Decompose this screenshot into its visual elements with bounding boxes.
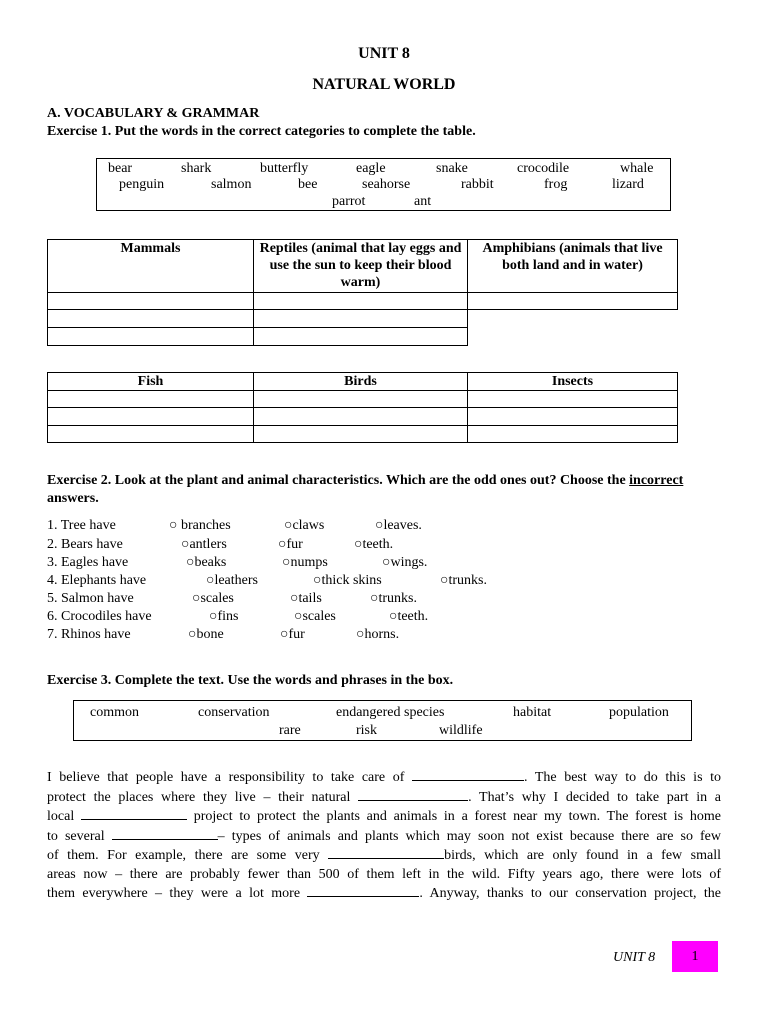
instruction-text-end: answers. xyxy=(47,491,99,506)
answer-option[interactable]: ○wings. xyxy=(382,555,428,570)
question-stem: 7. Rhinos have xyxy=(47,627,131,642)
answer-option[interactable]: ○teeth. xyxy=(389,609,429,624)
answer-option[interactable]: ○ branches xyxy=(169,518,231,533)
answer-option[interactable]: ○thick skins xyxy=(313,573,382,588)
exercise3-text xyxy=(47,768,721,904)
text-segment: . That’s why I decided to take part in a xyxy=(468,789,721,805)
word-item: population xyxy=(609,705,669,720)
table-cell[interactable] xyxy=(254,293,468,310)
exercise3-instruction: Exercise 3. Complete the text. Use the words and phrases in the box. xyxy=(47,673,454,688)
table-cell[interactable] xyxy=(254,328,468,346)
table-cell[interactable] xyxy=(254,310,468,328)
exercise3-word-box xyxy=(73,700,692,741)
question-stem: 2. Bears have xyxy=(47,537,123,552)
page-number-box xyxy=(672,941,718,972)
word-item: conservation xyxy=(198,705,270,720)
table-header-reptiles: Reptiles (animal that lay eggs and use the sun to keep their blood warm) xyxy=(254,240,468,293)
category-table-2 xyxy=(47,372,678,443)
unit-title: UNIT 8 xyxy=(358,45,410,62)
answer-blank[interactable] xyxy=(112,827,218,840)
table-cell[interactable] xyxy=(254,426,468,443)
table-cell[interactable] xyxy=(48,293,254,310)
word-item: ant xyxy=(414,194,432,209)
answer-option[interactable]: ○trunks. xyxy=(370,591,417,606)
answer-option[interactable]: ○fins xyxy=(209,609,239,624)
question-stem: 6. Crocodiles have xyxy=(47,609,152,624)
page-number: 1 xyxy=(691,949,699,964)
answer-option[interactable]: ○tails xyxy=(290,591,322,606)
word-item: bee xyxy=(298,177,318,192)
table-header-amphibians: Amphibians (animals that live both land and in water) xyxy=(468,240,678,293)
table-blank-area xyxy=(468,328,678,346)
word-item: butterfly xyxy=(260,161,309,176)
table-cell[interactable] xyxy=(468,293,678,310)
word-item: rare xyxy=(279,723,301,738)
word-item: bear xyxy=(108,161,133,176)
text-line xyxy=(47,807,721,827)
answer-option[interactable]: ○horns. xyxy=(356,627,400,642)
text-segment: local xyxy=(47,809,81,824)
answer-option[interactable]: ○fur xyxy=(280,627,305,642)
word-item: common xyxy=(90,705,139,720)
section-heading: A. VOCABULARY & GRAMMAR xyxy=(47,106,260,121)
answer-blank[interactable] xyxy=(307,884,419,897)
text-segment: . Anyway, thanks to our conservation project, the xyxy=(419,886,721,901)
text-line xyxy=(47,866,721,885)
text-segment: I believe that people have a responsibility to take care of xyxy=(47,770,412,785)
text-segment: protect the places where they live – their natural xyxy=(47,789,359,805)
text-segment: to several xyxy=(47,828,112,844)
table-cell[interactable] xyxy=(48,408,254,426)
answer-option[interactable]: ○bone xyxy=(188,627,224,642)
text-segment: them everywhere – they were a lot more xyxy=(47,886,308,901)
text-line xyxy=(47,827,721,847)
exercise2-instruction xyxy=(47,472,687,508)
topic-title: NATURAL WORLD xyxy=(312,76,456,93)
answer-option[interactable]: ○antlers xyxy=(181,537,227,552)
question-stem: 5. Salmon have xyxy=(47,591,134,606)
word-item: salmon xyxy=(211,177,252,192)
table-header-birds: Birds xyxy=(254,373,468,391)
table-header-fish: Fish xyxy=(48,373,254,391)
text-line xyxy=(47,846,721,866)
table-blank-area xyxy=(468,310,678,328)
word-item: endangered species xyxy=(336,705,445,720)
word-item: rabbit xyxy=(461,177,494,192)
answer-option[interactable]: ○numps xyxy=(282,555,328,570)
word-item: shark xyxy=(181,161,212,176)
answer-option[interactable]: ○leathers xyxy=(206,573,258,588)
word-item: seahorse xyxy=(362,177,411,192)
table-cell[interactable] xyxy=(48,310,254,328)
answer-option[interactable]: ○trunks. xyxy=(440,573,487,588)
table-cell[interactable] xyxy=(48,328,254,346)
table-cell[interactable] xyxy=(468,408,678,426)
table-cell[interactable] xyxy=(48,426,254,443)
answer-blank[interactable] xyxy=(81,807,187,820)
answer-option[interactable]: ○scales xyxy=(192,591,234,606)
answer-option[interactable]: ○claws xyxy=(284,518,325,533)
instruction-text: Exercise 2. Look at the plant and animal characteristics. Which are the odd ones out? Choose the xyxy=(47,473,630,488)
word-item: snake xyxy=(436,161,468,176)
word-item: risk xyxy=(356,723,377,738)
text-line xyxy=(47,768,721,788)
word-item: whale xyxy=(620,161,654,176)
exercise1-word-box xyxy=(96,158,671,211)
table-cell[interactable] xyxy=(48,391,254,408)
table-cell[interactable] xyxy=(254,408,468,426)
text-segment: of them. For example, there are some very xyxy=(47,848,329,863)
text-segment: areas now – there are probably fewer than 500 of them left in the wild. Fifty years ago, there were lots of xyxy=(47,866,721,882)
word-item: wildlife xyxy=(439,723,483,738)
table-header-insects: Insects xyxy=(468,373,678,391)
question-stem: 3. Eagles have xyxy=(47,555,129,570)
word-item: frog xyxy=(544,177,568,192)
text-segment: birds, which are only found in a few small xyxy=(444,848,721,863)
footer-unit-label: UNIT 8 xyxy=(613,950,656,965)
word-item: habitat xyxy=(513,705,552,720)
text-segment: – types of animals and plants which may soon not exist because there are so few xyxy=(217,828,721,844)
answer-blank[interactable] xyxy=(358,788,468,801)
table-cell[interactable] xyxy=(254,391,468,408)
answer-option[interactable]: ○fur xyxy=(278,537,303,552)
word-item: parrot xyxy=(332,194,366,209)
word-item: penguin xyxy=(119,177,165,192)
word-item: lizard xyxy=(612,177,644,192)
question-stem: 1. Tree have xyxy=(47,518,116,533)
answer-option[interactable]: ○teeth. xyxy=(354,537,394,552)
category-table-1 xyxy=(47,239,678,346)
answer-blank[interactable] xyxy=(412,768,524,781)
table-header-mammals: Mammals xyxy=(48,240,254,293)
exercise1-instruction: Exercise 1. Put the words in the correct categories to complete the table. xyxy=(47,124,476,139)
answer-option[interactable]: ○scales xyxy=(294,609,336,624)
text-line xyxy=(47,884,721,904)
question-stem: 4. Elephants have xyxy=(47,573,147,588)
table-cell[interactable] xyxy=(468,391,678,408)
answer-blank[interactable] xyxy=(328,846,444,859)
table-cell[interactable] xyxy=(468,426,678,443)
answer-option[interactable]: ○beaks xyxy=(186,555,227,570)
text-segment: project to protect the plants and animals in a forest near my town. The forest is home xyxy=(186,809,721,824)
word-item: crocodile xyxy=(517,161,570,176)
text-segment: . The best way to do this is to xyxy=(524,770,722,785)
instruction-underlined: incorrect xyxy=(629,473,684,488)
answer-option[interactable]: ○leaves. xyxy=(375,518,422,533)
word-item: eagle xyxy=(356,161,386,176)
text-line xyxy=(47,788,721,808)
